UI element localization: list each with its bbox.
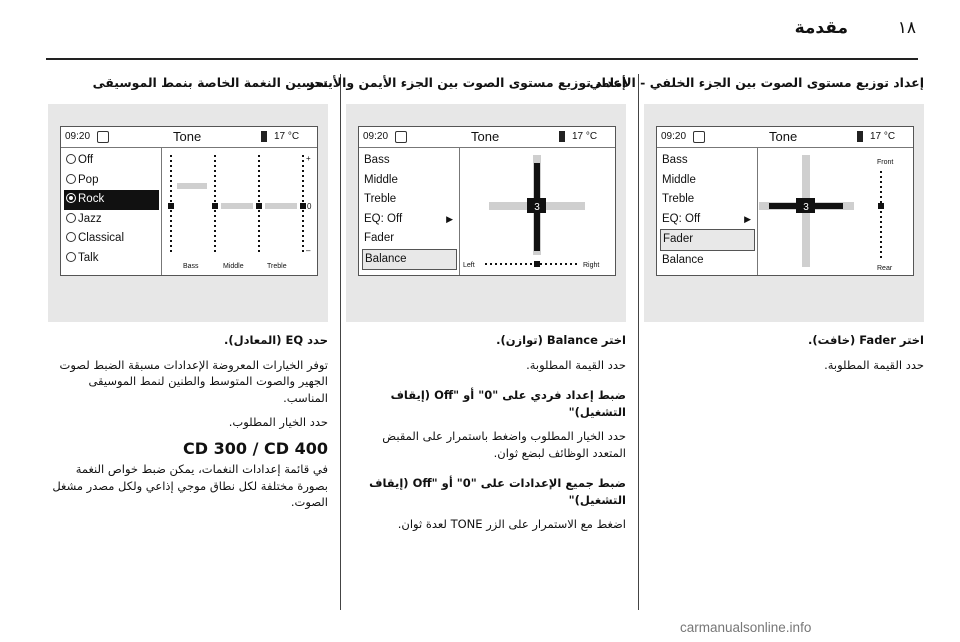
paragraph <box>346 387 626 420</box>
paragraph <box>346 428 626 461</box>
screen-temperature: 17 °C <box>274 131 300 142</box>
body-text: حدد الخيار المطلوب واضغط باستمرار على المقبض المتعدد الوظائف لبضع ثوان. <box>382 429 626 460</box>
clock-icon <box>395 131 407 143</box>
menu-item-eq[interactable] <box>660 210 755 230</box>
header-rule <box>46 58 918 60</box>
scale-zero: 0 <box>307 202 312 211</box>
menu-item-eq-label: EQ: Off <box>364 212 403 225</box>
eq-option-label: Pop <box>78 173 99 186</box>
screen-divider <box>757 148 758 275</box>
eq-option-off[interactable] <box>64 151 159 171</box>
menu-item-bass[interactable]: Bass <box>662 154 688 166</box>
eq-option-jazz[interactable] <box>64 210 159 230</box>
eq-diagram <box>163 149 315 273</box>
section-body <box>346 332 626 541</box>
radio-icon <box>66 174 76 184</box>
tone-menu <box>362 151 457 270</box>
fader-value: 3 <box>803 202 809 213</box>
screenshot-panel <box>346 104 626 322</box>
eq-option-label: Rock <box>78 193 105 205</box>
paragraph <box>644 357 924 374</box>
submenu-arrow-icon: ▶ <box>744 213 751 224</box>
body-text: في قائمة إعدادات النغمات، يمكن ضبط خواص النغمة بصورة مختلفة لكل نطاق موجي إذاعي ولكل مصدر مشغل الصوت. <box>52 462 328 509</box>
menu-item-middle[interactable]: Middle <box>662 173 696 186</box>
front-label: Front <box>877 159 894 166</box>
paragraph <box>48 357 328 407</box>
radio-icon <box>66 232 76 242</box>
phone-icon <box>857 131 863 142</box>
screen-title: Tone <box>471 129 500 144</box>
section-heading: تحسين النغمة الخاصة بنمط الموسيقى <box>92 75 328 90</box>
page-number: ١٨ <box>897 18 916 38</box>
balance-section <box>307 74 626 531</box>
column-divider <box>638 74 639 610</box>
eq-option-label: Talk <box>78 251 99 264</box>
phone-icon <box>261 131 267 142</box>
screen-time: 09:20 <box>363 131 389 142</box>
screen-divider <box>161 148 162 275</box>
scale-plus: + <box>306 154 311 163</box>
clock-icon <box>693 131 705 143</box>
paragraph <box>346 516 626 533</box>
paragraph <box>644 332 924 349</box>
screenshot-panel <box>48 104 328 322</box>
menu-item-eq-label: EQ: Off <box>662 212 701 225</box>
menu-item-treble[interactable]: Treble <box>364 193 397 205</box>
paragraph <box>48 461 328 511</box>
screen-title: Tone <box>769 129 798 144</box>
watermark: carmanualsonline.info <box>680 620 812 635</box>
tone-screen-eq <box>60 126 318 276</box>
column-divider <box>340 74 341 610</box>
balance-diagram <box>461 149 613 273</box>
radio-selected-icon <box>66 193 76 203</box>
eq-menu <box>64 151 159 268</box>
body-text: حدد الخيار المطلوب. <box>228 415 328 429</box>
menu-item-fader[interactable]: Fader <box>364 232 395 244</box>
eq-option-label: Jazz <box>78 212 102 225</box>
page-title: مقدمة <box>794 18 848 38</box>
radio-icon <box>66 252 76 262</box>
screen-temperature: 17 °C <box>870 131 896 142</box>
section-body <box>644 332 924 381</box>
body-text: حدد القيمة المطلوبة. <box>824 357 924 372</box>
section-heading: إعداد توزيع مستوى الصوت بين الجزء الأيمن والأيسر <box>307 75 626 90</box>
model-subheading: CD 300 / CD 400 <box>183 438 328 458</box>
menu-item-fader[interactable]: Fader <box>660 229 755 251</box>
screen-title-bar <box>657 127 913 148</box>
bold-text: حدد EQ (المعادل). <box>223 333 328 347</box>
body-text: حدد القيمة المطلوبة. <box>526 357 626 372</box>
screen-time: 09:20 <box>65 131 91 142</box>
tone-screen-fader <box>656 126 914 276</box>
eq-label-bass: Bass <box>183 263 199 270</box>
bold-text: ضبط جميع الإعدادات على "0" أو "Off (إيقاف التشغيل)" <box>369 476 626 507</box>
menu-item-treble[interactable]: Treble <box>662 193 695 205</box>
eq-section <box>48 74 328 509</box>
screen-divider <box>459 148 460 275</box>
screen-title-bar <box>61 127 317 148</box>
phone-icon <box>559 131 565 142</box>
eq-option-pop[interactable] <box>64 171 159 191</box>
eq-option-rock[interactable] <box>64 190 159 210</box>
scale-minus: – <box>306 246 311 255</box>
eq-label-treble: Treble <box>267 263 287 270</box>
radio-icon <box>66 154 76 164</box>
paragraph <box>48 332 328 349</box>
screen-title-bar <box>359 127 615 148</box>
page-header <box>0 0 960 62</box>
bold-text: ضبط إعداد فردي على "0" أو "Off (إيقاف التشغيل)" <box>390 388 626 419</box>
paragraph <box>346 357 626 374</box>
balance-value: 3 <box>534 202 540 213</box>
radio-icon <box>66 213 76 223</box>
clock-icon <box>97 131 109 143</box>
menu-item-bass[interactable]: Bass <box>364 154 390 166</box>
body-text: توفر الخيارات المعروضة الإعدادات مسبقة الضبط لصوت الجهير والصوت المتوسط والطنين لنمط الموسيقى المناسب. <box>59 357 328 405</box>
submenu-arrow-icon: ▶ <box>446 213 453 224</box>
eq-label-middle: Middle <box>223 263 244 270</box>
section-body <box>48 332 328 519</box>
eq-option-classical[interactable] <box>64 229 159 249</box>
bold-text: اختر Fader (خافت). <box>808 333 924 347</box>
eq-option-label: Off <box>78 154 94 166</box>
menu-item-eq[interactable] <box>362 210 457 230</box>
tone-menu <box>660 151 755 270</box>
bold-text: اختر Balance (توازن). <box>496 333 626 347</box>
rear-label: Rear <box>877 265 893 272</box>
fader-diagram <box>759 149 911 273</box>
menu-item-balance[interactable]: Balance <box>662 253 704 266</box>
right-label: Right <box>583 262 600 269</box>
body-text: اضغط مع الاستمرار على الزر TONE لعدة ثوان. <box>397 517 626 531</box>
paragraph <box>48 414 328 431</box>
tone-screen-balance <box>358 126 616 276</box>
paragraph <box>346 475 626 508</box>
screen-title: Tone <box>173 129 202 144</box>
section-heading: إعداد توزيع مستوى الصوت بين الجزء الخلفي - الأمامي <box>589 75 924 90</box>
screenshot-panel <box>644 104 924 322</box>
eq-option-label: Classical <box>78 232 125 244</box>
screen-temperature: 17 °C <box>572 131 598 142</box>
menu-item-balance[interactable]: Balance <box>362 249 457 271</box>
eq-option-talk[interactable] <box>64 249 159 269</box>
menu-item-middle[interactable]: Middle <box>364 173 398 186</box>
paragraph <box>346 332 626 349</box>
screen-time: 09:20 <box>661 131 687 142</box>
left-label: Left <box>463 262 475 269</box>
